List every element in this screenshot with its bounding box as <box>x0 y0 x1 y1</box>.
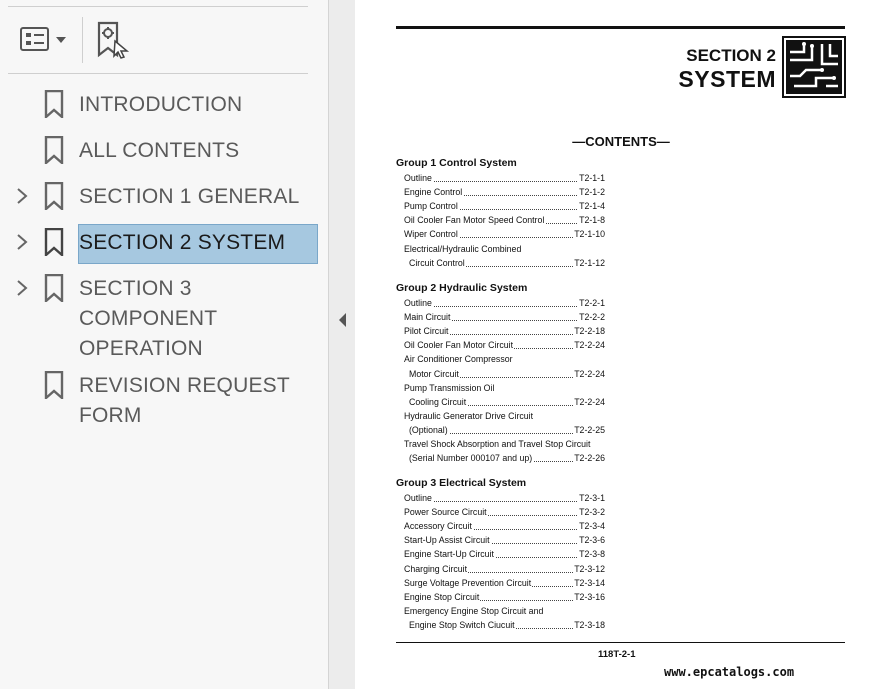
toc-entry-text: Outline <box>404 298 432 308</box>
toc-entry[interactable] <box>409 368 605 380</box>
bookmarks-panel <box>0 0 329 689</box>
toc-entry[interactable] <box>404 228 605 240</box>
toc-entry-text: Outline <box>404 493 432 503</box>
toc-entry-page: T2-3-2 <box>579 507 605 518</box>
bookmark-label: SECTION 2 SYSTEM <box>79 231 286 254</box>
bookmark-options-button[interactable] <box>20 25 70 55</box>
toc-entry-text: Surge Voltage Prevention Circuit <box>404 577 532 588</box>
bookmark-all-contents[interactable] <box>0 134 328 168</box>
chevron-right-icon[interactable] <box>14 186 30 206</box>
toc-entry[interactable] <box>409 452 605 464</box>
leader-dots <box>404 501 605 502</box>
bookmark-section-3-component-operation[interactable] <box>0 272 328 364</box>
toc-entry-page: T2-1-12 <box>574 257 605 268</box>
toc-entry-page: T2-3-12 <box>574 563 605 574</box>
toc-group-title: Group 2 Hydraulic System <box>396 282 528 294</box>
leader-dots <box>404 181 605 182</box>
toc-entry-text: Pilot Circuit <box>404 326 449 337</box>
chevron-right-icon[interactable] <box>14 278 30 298</box>
panel-gutter <box>329 0 355 689</box>
leader-dots <box>404 306 605 307</box>
chevron-right-icon[interactable] <box>14 232 30 252</box>
toc-entry-page: T2-3-8 <box>579 549 605 560</box>
toc-entry-text: (Serial Number 000107 and up) <box>409 453 533 464</box>
section-number: SECTION 2 <box>686 46 776 65</box>
toc-entry-page: T2-1-1 <box>579 173 605 183</box>
toc-entry[interactable] <box>409 619 605 631</box>
toc-entry-text: Cooling Circuit <box>409 396 467 407</box>
toc-entry-text: Circuit Control <box>409 257 465 268</box>
toc-entry-page: T2-3-1 <box>579 493 605 503</box>
toc-entry[interactable] <box>404 534 605 546</box>
toc-entry-text: Pump Control <box>404 201 458 212</box>
toc-entry[interactable] <box>404 200 605 212</box>
toc-entry-text: Wiper Control <box>404 229 458 240</box>
toc-entry-text: Engine Stop Circuit <box>404 591 480 602</box>
top-rule <box>396 26 845 29</box>
bookmark-label: SECTION 3 <box>79 277 192 300</box>
toc-entry-page: T2-2-24 <box>574 368 605 379</box>
toc-entry-text: Power Source Circuit <box>404 507 487 518</box>
toc-entry-page: T2-3-6 <box>579 535 605 546</box>
toc-entry-page: T2-1-4 <box>579 201 605 212</box>
bookmark-section-1-general[interactable] <box>0 180 328 214</box>
bookmark-label: INTRODUCTION <box>79 93 243 116</box>
watermark-url: www.epcatalogs.com <box>664 665 795 679</box>
add-bookmark-button[interactable] <box>96 21 130 59</box>
toc-entry[interactable] <box>404 311 605 323</box>
toc-entry[interactable] <box>404 591 605 603</box>
triangle-left-icon <box>336 310 348 330</box>
bookmark-section-2-system[interactable] <box>0 224 328 266</box>
bookmark-icon <box>44 274 64 302</box>
toc-group-title: Group 3 Electrical System <box>396 477 527 489</box>
toc-entry-line1: Pump Transmission Oil <box>404 382 495 393</box>
toc-entry-text: Oil Cooler Fan Motor Speed Control <box>404 215 545 226</box>
toc-entry-line1: Emergency Engine Stop Circuit and <box>404 605 544 616</box>
bookmark-label-line2: COMPONENT <box>79 307 218 330</box>
bookmark-revision-request-form[interactable] <box>0 369 328 431</box>
toc-entry[interactable] <box>404 172 605 184</box>
toc-group-title: Group 1 Control System <box>396 157 517 169</box>
bookmark-icon <box>44 182 64 210</box>
toc-entry-page: T2-2-26 <box>574 453 605 464</box>
toc-entry-page: T2-2-25 <box>574 424 605 435</box>
toc-entry-text: Motor Circuit <box>409 368 459 379</box>
toc-entry-text: Main Circuit <box>404 312 451 323</box>
toc-entry[interactable] <box>409 424 605 436</box>
toc-entry-text: Engine Control <box>404 187 463 198</box>
toc-entry[interactable] <box>404 548 605 560</box>
toc-entry[interactable] <box>404 563 605 575</box>
toc-entry[interactable] <box>404 506 605 518</box>
toc-entry[interactable] <box>404 186 605 198</box>
toolbar-divider <box>82 17 83 63</box>
bookmark-introduction[interactable] <box>0 88 328 122</box>
add-bookmark-icon <box>96 21 130 59</box>
page-number: 118T-2-1 <box>598 649 636 660</box>
toc-entry[interactable] <box>404 492 605 504</box>
toc-entry[interactable] <box>404 297 605 309</box>
bookmark-label: SECTION 1 GENERAL <box>79 185 300 208</box>
toc-entry[interactable] <box>404 339 605 351</box>
bookmark-label: ALL CONTENTS <box>79 139 240 162</box>
toc-entry[interactable] <box>409 257 605 269</box>
toc-entry-line1: Travel Shock Absorption and Travel Stop Circuit <box>404 439 591 449</box>
toc-entry-text: Engine Start-Up Circuit <box>404 549 494 560</box>
bookmark-label: REVISION REQUEST <box>79 374 290 397</box>
toc-entry-page: T2-1-10 <box>574 229 605 240</box>
bookmark-icon <box>44 371 64 399</box>
toc-entry-line1: Electrical/Hydraulic Combined <box>404 243 522 254</box>
toc-entry-page: T2-2-18 <box>574 326 605 337</box>
toc-entry-page: T2-2-2 <box>579 312 605 323</box>
toc-entry-text: Outline <box>404 173 432 183</box>
toc-entry-line1: Air Conditioner Compressor <box>404 354 513 365</box>
bookmark-icon <box>44 90 64 118</box>
bookmark-icon <box>44 136 64 164</box>
toc-entry-page: T2-1-2 <box>579 187 605 198</box>
toc-entry[interactable] <box>404 520 605 532</box>
toc-entry[interactable] <box>404 214 605 226</box>
toc-entry-text: Charging Circuit <box>404 563 468 574</box>
toc-entry[interactable] <box>404 577 605 589</box>
bottom-rule <box>396 642 845 643</box>
toc-entry-page: T2-2-24 <box>574 340 605 351</box>
toc-entry-page: T2-1-8 <box>579 215 605 226</box>
toc-entry-text: Start-Up Assist Circuit <box>404 535 490 546</box>
system-circuit-icon <box>782 36 846 98</box>
contents-heading: —CONTENTS— <box>572 134 670 149</box>
section-name: SYSTEM <box>678 66 776 92</box>
bookmark-label-line3: OPERATION <box>79 337 203 360</box>
toc-entry-text: (Optional) <box>409 424 448 435</box>
bookmarks-toolbar <box>8 6 308 74</box>
toc-entry[interactable] <box>404 325 605 337</box>
toc-entry-text: Engine Stop Switch Ciucuit <box>409 619 515 630</box>
toc-entry-page: T2-3-16 <box>574 591 605 602</box>
toc-entry[interactable] <box>409 396 605 408</box>
collapse-panel-button[interactable] <box>336 310 348 330</box>
bookmark-label-line2: FORM <box>79 404 142 427</box>
toc-entry-page: T2-3-4 <box>579 521 605 532</box>
toc-entry-page: T2-3-14 <box>574 577 605 588</box>
toc-entry-line1: Hydraulic Generator Drive Circuit <box>404 410 534 421</box>
document-page <box>356 0 876 689</box>
bookmark-icon <box>44 228 64 256</box>
list-options-icon <box>20 25 70 55</box>
toc-entry-page: T2-2-24 <box>574 396 605 407</box>
toc-entry-text: Accessory Circuit <box>404 521 472 532</box>
toc-entry-page: T2-2-1 <box>579 298 605 308</box>
toc-entry-text: Oil Cooler Fan Motor Circuit <box>404 340 514 351</box>
toc-entry-page: T2-3-18 <box>574 619 605 630</box>
